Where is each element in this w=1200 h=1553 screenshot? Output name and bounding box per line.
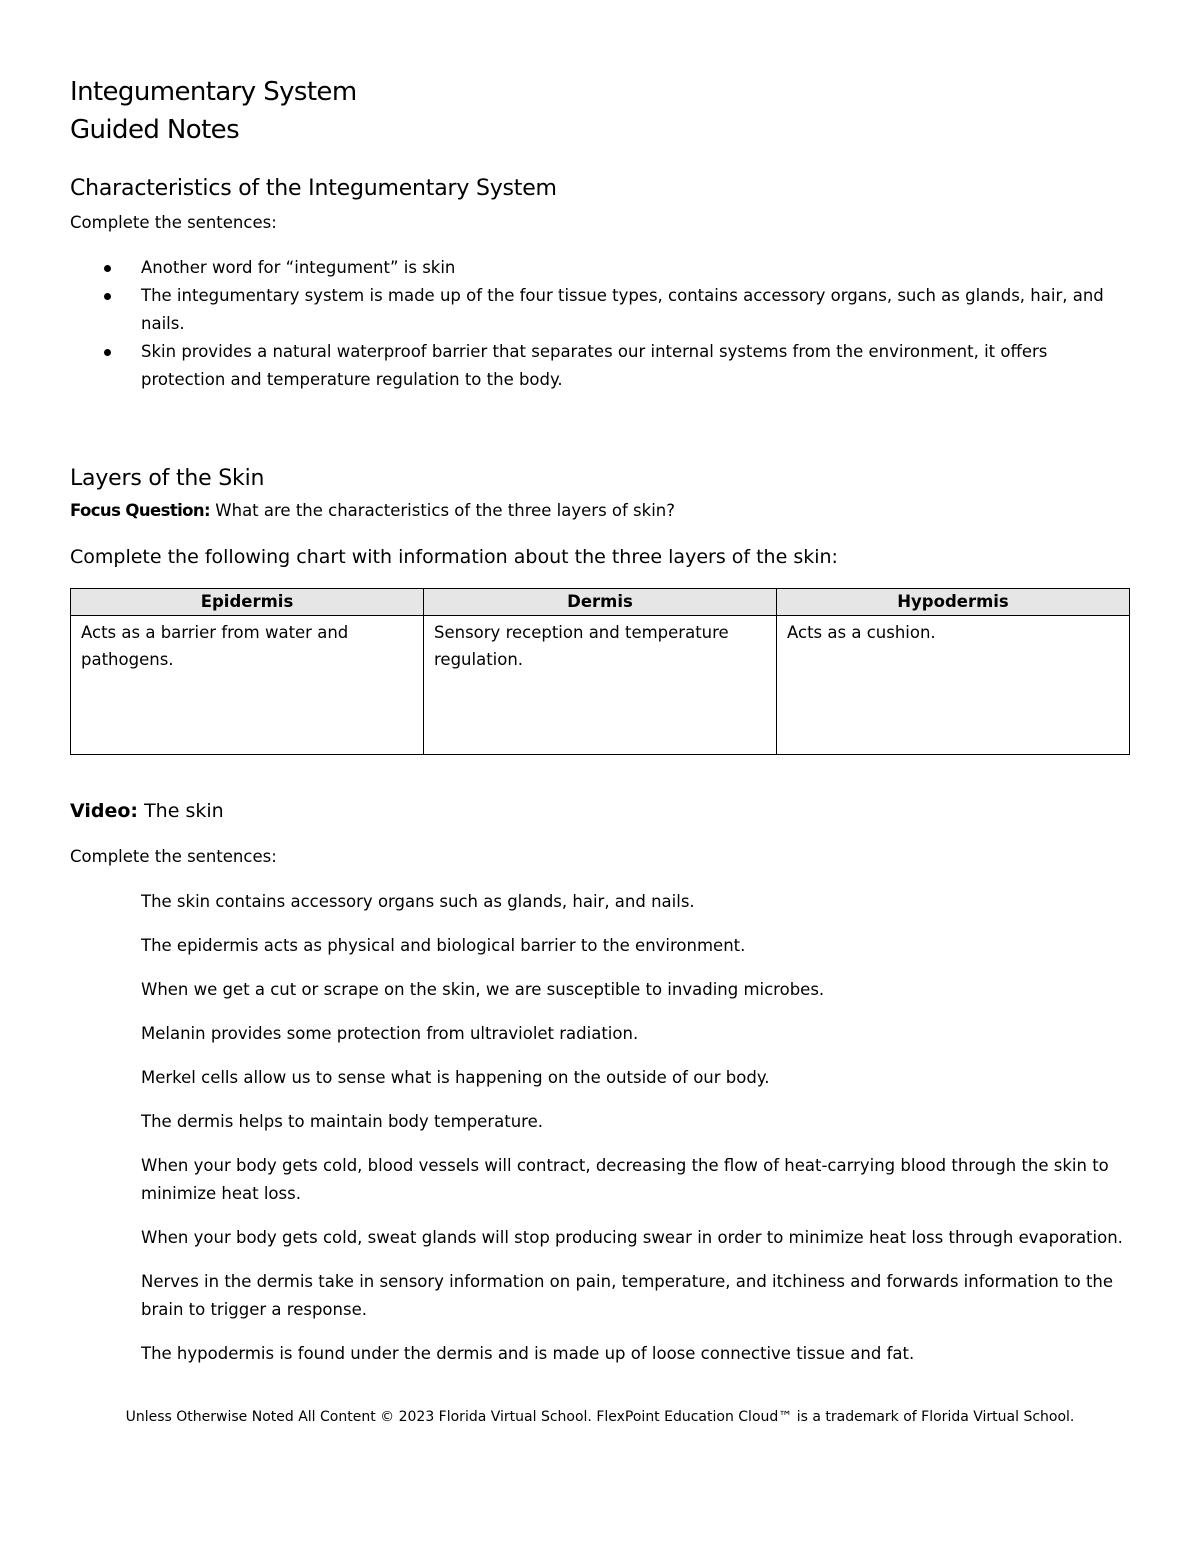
video-title: The skin bbox=[144, 800, 224, 822]
video-heading bbox=[70, 797, 224, 825]
video-sentence-list bbox=[141, 888, 1131, 1384]
list-item: The hypodermis is found under the dermis and is made up of loose connective tissue and fat. bbox=[141, 1344, 915, 1363]
chart-instruction: Complete the following chart with information about the three layers of the skin: bbox=[70, 546, 838, 568]
cell-hypodermis: Acts as a cushion. bbox=[777, 616, 1130, 755]
list-item: Merkel cells allow us to sense what is happening on the outside of our body. bbox=[141, 1068, 770, 1087]
bullet-icon bbox=[104, 293, 111, 300]
bullet-text: Another word for “integument” is skin bbox=[141, 258, 456, 277]
list-item: The dermis helps to maintain body temperature. bbox=[141, 1112, 543, 1131]
video-instruction: Complete the sentences: bbox=[70, 847, 277, 866]
list-item: When we get a cut or scrape on the skin, we are susceptible to invading microbes. bbox=[141, 980, 825, 999]
column-header-dermis: Dermis bbox=[424, 589, 777, 616]
cell-epidermis: Acts as a barrier from water and pathogens. bbox=[71, 616, 424, 755]
document-title: Integumentary System bbox=[70, 77, 357, 107]
column-header-hypodermis: Hypodermis bbox=[777, 589, 1130, 616]
focus-question bbox=[70, 499, 675, 523]
copyright-footer: Unless Otherwise Noted All Content © 2023 Florida Virtual School. FlexPoint Education Cloud™ is a trademark of Florida Virtual School. bbox=[125, 1409, 1075, 1425]
skin-layers-table bbox=[70, 588, 1130, 755]
list-item bbox=[70, 282, 1130, 338]
list-item bbox=[70, 254, 1130, 282]
document-subtitle: Guided Notes bbox=[70, 115, 240, 145]
video-label: Video: bbox=[70, 800, 139, 822]
characteristics-bullet-list bbox=[70, 254, 1130, 394]
bullet-text: The integumentary system is made up of the four tissue types, contains accessory organs, such as glands, hair, and nails. bbox=[141, 286, 1104, 333]
bullet-icon bbox=[104, 349, 111, 356]
table-row bbox=[71, 616, 1130, 755]
table-header-row bbox=[71, 589, 1130, 616]
bullet-text: Skin provides a natural waterproof barrier that separates our internal systems from the environment, it offers protection and temperature regulation to the body. bbox=[141, 342, 1048, 389]
bullet-icon bbox=[104, 265, 111, 272]
list-item: The epidermis acts as physical and biological barrier to the environment. bbox=[141, 936, 746, 955]
focus-question-label: Focus Question: bbox=[70, 501, 211, 520]
list-item bbox=[70, 338, 1130, 394]
characteristics-instruction: Complete the sentences: bbox=[70, 213, 277, 232]
characteristics-heading: Characteristics of the Integumentary System bbox=[70, 176, 557, 201]
list-item: When your body gets cold, blood vessels will contract, decreasing the flow of heat-carrying blood through the skin to minimize heat loss. bbox=[141, 1156, 1109, 1203]
list-item: When your body gets cold, sweat glands will stop producing swear in order to minimize heat loss through evaporation. bbox=[141, 1228, 1123, 1247]
list-item: Nerves in the dermis take in sensory information on pain, temperature, and itchiness and forwards information to the brain to trigger a response. bbox=[141, 1272, 1114, 1319]
list-item: Melanin provides some protection from ultraviolet radiation. bbox=[141, 1024, 639, 1043]
cell-dermis: Sensory reception and temperature regulation. bbox=[424, 616, 777, 755]
layers-heading: Layers of the Skin bbox=[70, 466, 265, 491]
list-item: The skin contains accessory organs such as glands, hair, and nails. bbox=[141, 892, 695, 911]
focus-question-text: What are the characteristics of the three layers of skin? bbox=[215, 501, 676, 520]
column-header-epidermis: Epidermis bbox=[71, 589, 424, 616]
